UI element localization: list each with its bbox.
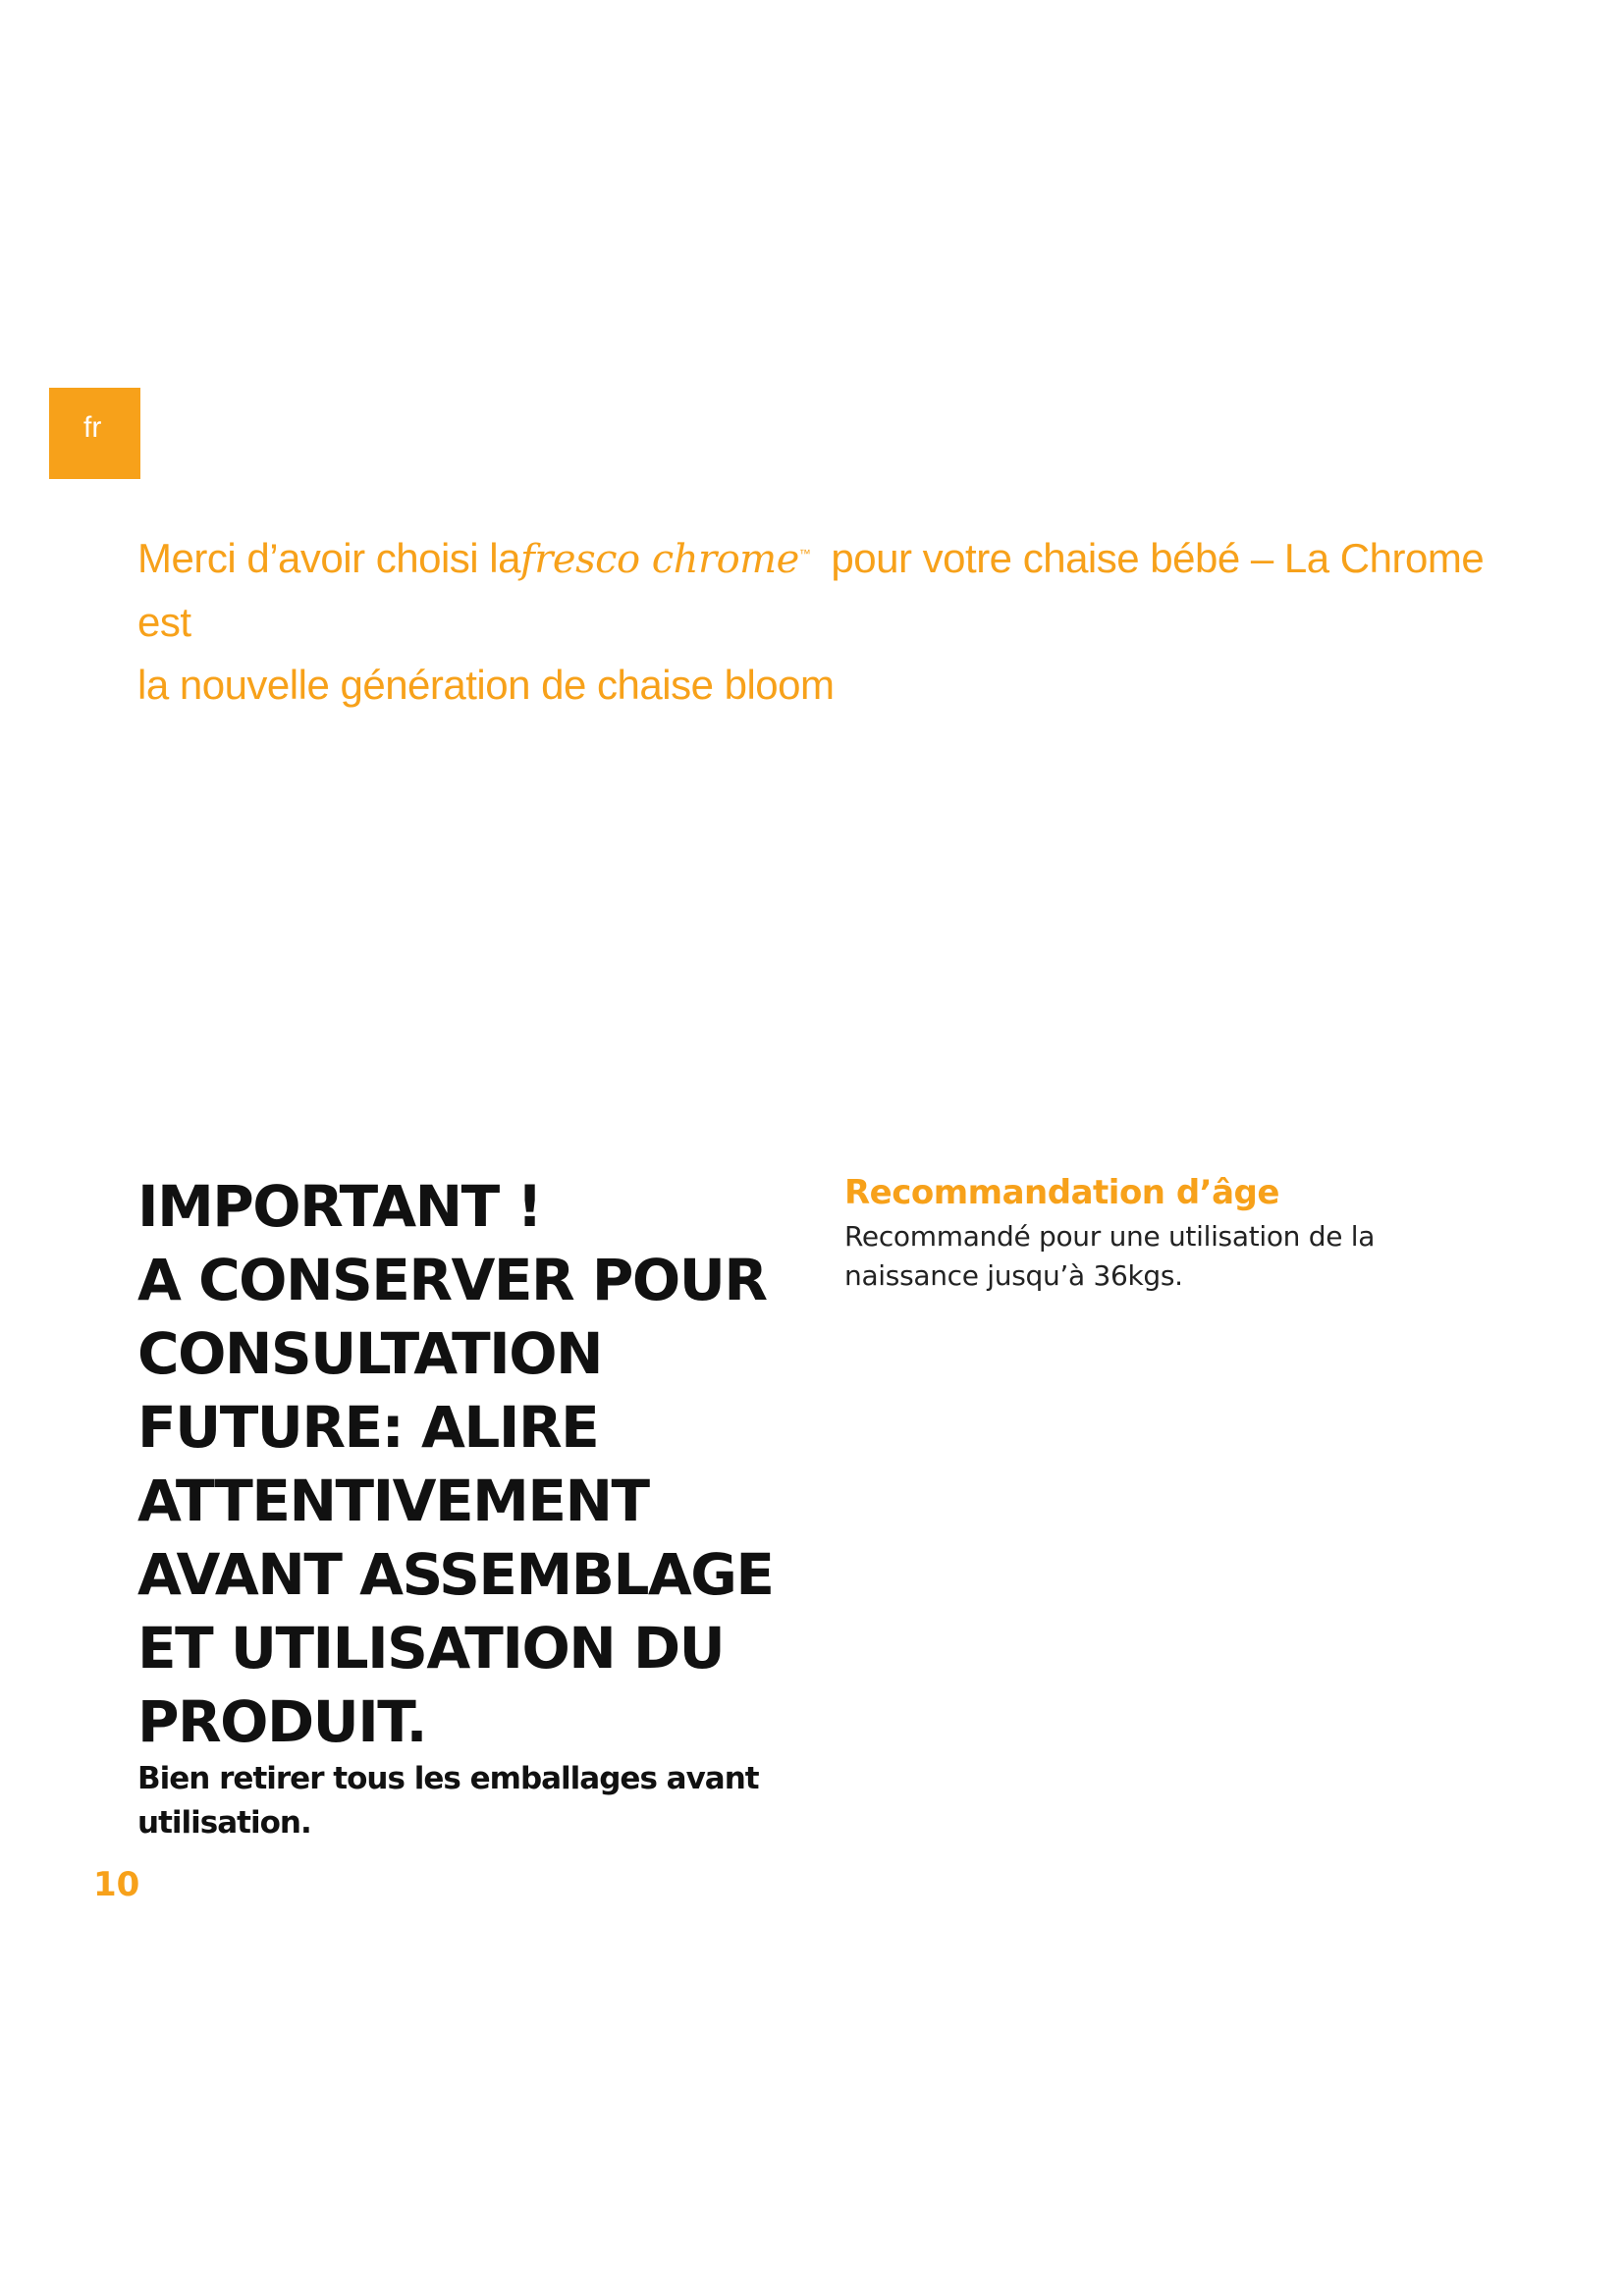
important-line: PRODUIT.	[137, 1688, 427, 1755]
trademark-mark: ™	[798, 547, 811, 561]
remove-packaging-note: Bien retirer tous les emballages avant utilisation.	[137, 1761, 759, 1841]
page-number: 10	[93, 1865, 140, 1904]
intro-before-brand: Merci d’avoir choisi la	[137, 535, 520, 581]
important-line: AVANT ASSEMBLAGE	[137, 1541, 774, 1608]
brand-logo-text: fresco chrome	[519, 537, 799, 582]
important-line: ATTENTIVEMENT	[137, 1468, 649, 1534]
important-line: CONSULTATION	[137, 1320, 603, 1387]
important-line: IMPORTANT !	[137, 1173, 542, 1240]
important-line: A CONSERVER POUR	[137, 1247, 767, 1313]
intro-after-brand: pour votre chaise bébé – La Chrome est	[137, 535, 1485, 645]
age-recommendation-text: Recommandé pour une utilisation de la naissance jusqu’à 36kgs.	[844, 1220, 1376, 1292]
important-warning-heading	[137, 1170, 785, 1759]
language-tab	[49, 388, 140, 479]
important-line: FUTURE: ALIRE	[137, 1394, 599, 1461]
intro-text	[137, 522, 1512, 717]
age-recommendation-title: Recommandation d’âge	[844, 1173, 1279, 1212]
language-tab-label: fr	[83, 411, 102, 444]
intro-line-2: la nouvelle génération de chaise bloom	[137, 662, 835, 708]
important-line: ET UTILISATION DU	[137, 1615, 725, 1682]
